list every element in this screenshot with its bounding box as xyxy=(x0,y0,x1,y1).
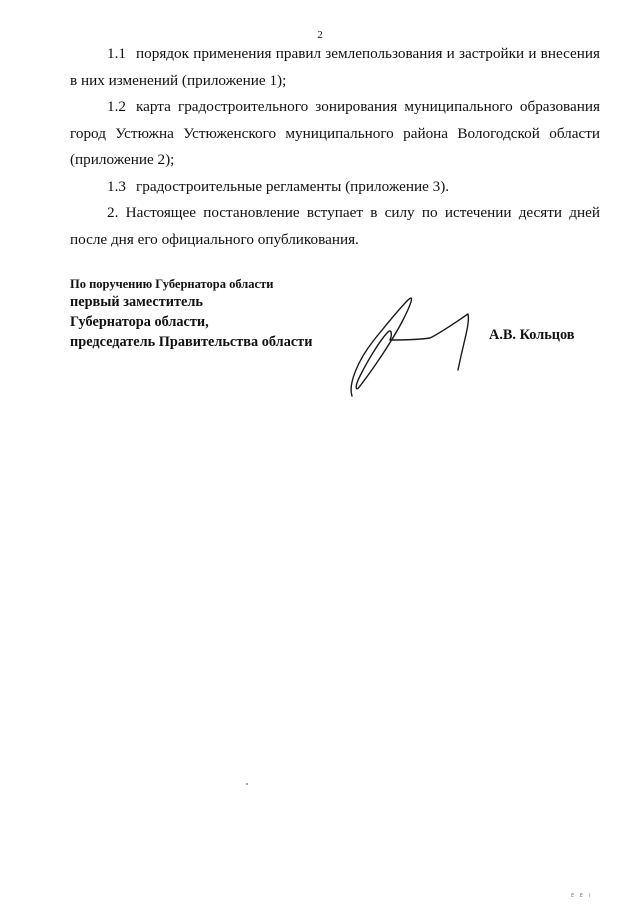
position-line-3: председатель Правительства области xyxy=(70,334,313,350)
position-line-1: первый заместитель xyxy=(70,294,203,310)
footer-mark: E E I xyxy=(571,893,592,899)
by-order-line: По поручению Губернатора области xyxy=(70,277,274,291)
position-line-2: Губернатора области, xyxy=(70,314,209,330)
item-text: градостроительные регламенты (приложение 3). xyxy=(136,177,450,195)
document-body xyxy=(70,41,600,253)
signer-name: А.В. Кольцов xyxy=(489,327,575,343)
item-number: 1.1 xyxy=(107,45,126,62)
item-number: 1.3 xyxy=(107,177,126,195)
list-item-1-2 xyxy=(70,94,600,174)
item-text: порядок применения правил землепользования и застройки и внесения в них изменений (приложение 1); xyxy=(70,45,600,89)
scan-artifact-dot xyxy=(246,783,248,785)
item-number: 1.2 xyxy=(107,98,126,115)
clause-2: 2. Настоящее постановление вступает в силу по истечении десяти дней после дня его официального опубликования. xyxy=(70,204,600,248)
signatory-position-block xyxy=(70,276,312,352)
list-item-1-1 xyxy=(70,41,600,94)
item-text: карта градостроительного зонирования муниципального образования город Устюжна Устюженского муниципального района Вологодской области (приложение 2); xyxy=(70,98,600,168)
page-number: 2 xyxy=(317,29,323,41)
list-item-1-3 xyxy=(70,174,600,201)
handwritten-signature xyxy=(330,288,490,398)
